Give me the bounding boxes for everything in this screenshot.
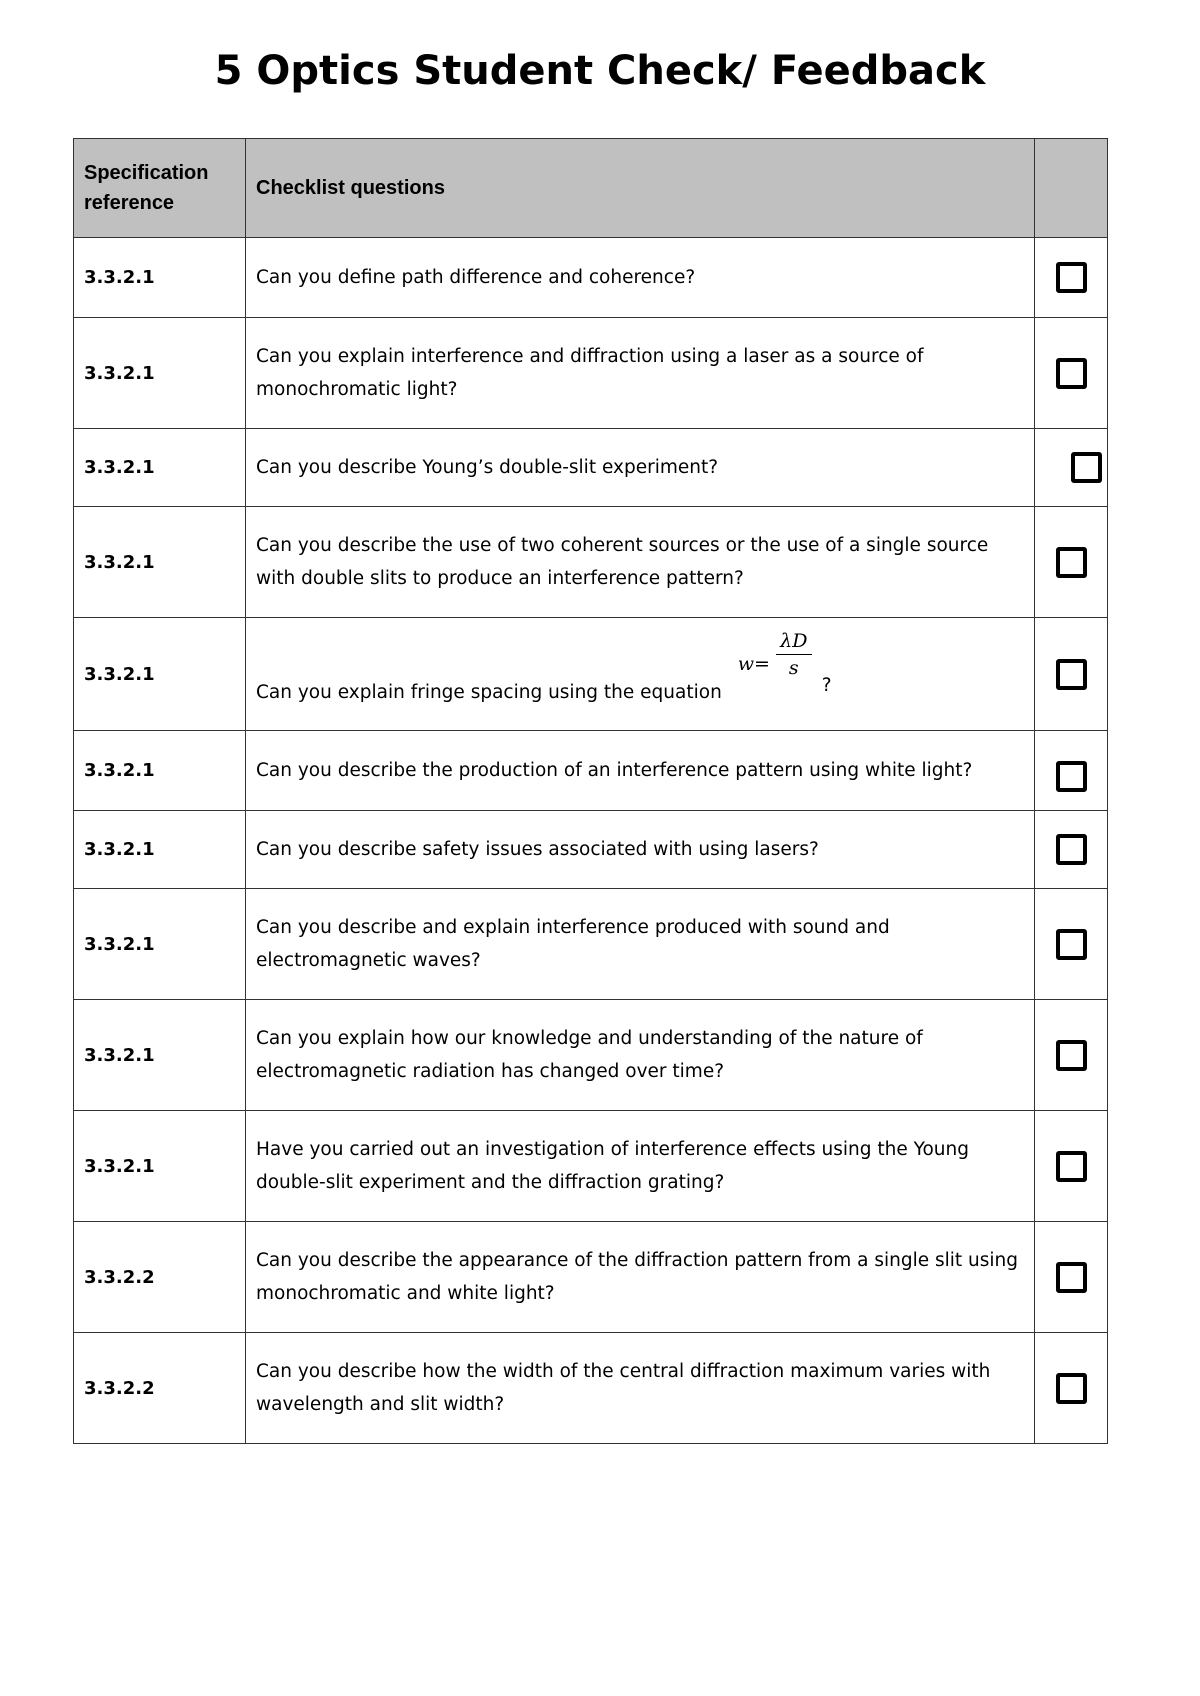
checkbox-cell — [1035, 731, 1108, 811]
checkbox[interactable] — [1056, 929, 1087, 960]
spec-reference: 3.3.2.1 — [74, 507, 246, 618]
checkbox-cell — [1035, 1000, 1108, 1111]
checkbox[interactable] — [1056, 1262, 1087, 1293]
table-row — [74, 238, 1108, 318]
table-row — [74, 618, 1108, 731]
equation-denominator: s — [788, 656, 799, 679]
spec-reference: 3.3.2.1 — [74, 318, 246, 429]
checkbox[interactable] — [1056, 834, 1087, 865]
question-text: Can you describe the use of two coherent sources or the use of a single source with double slits to produce an interference pattern? — [246, 507, 1035, 618]
checkbox[interactable] — [1056, 262, 1087, 293]
table-row — [74, 1333, 1108, 1444]
table-row — [74, 889, 1108, 1000]
spec-reference: 3.3.2.2 — [74, 1333, 246, 1444]
question-text: Have you carried out an investigation of interference effects using the Young double-slit experiment and the diffraction grating? — [246, 1111, 1035, 1222]
spec-reference: 3.3.2.1 — [74, 811, 246, 889]
page-title: 5 Optics Student Check/ Feedback — [214, 48, 986, 94]
checkbox-cell — [1035, 1333, 1108, 1444]
spec-reference: 3.3.2.1 — [74, 889, 246, 1000]
spec-reference: 3.3.2.1 — [74, 618, 246, 731]
spec-reference: 3.3.2.1 — [74, 429, 246, 507]
checkbox[interactable] — [1071, 452, 1102, 483]
checkbox-cell — [1035, 618, 1108, 731]
checkbox-cell — [1035, 889, 1108, 1000]
equation-fraction — [776, 628, 812, 681]
question-text: Can you explain how our knowledge and understanding of the nature of electromagnetic radiation has changed over time? — [246, 1000, 1035, 1111]
equation-suffix: ? — [821, 674, 832, 696]
table-row — [74, 1111, 1108, 1222]
checkbox-cell — [1035, 1222, 1108, 1333]
spec-reference: 3.3.2.1 — [74, 238, 246, 318]
header-checklist-questions: Checklist questions — [246, 139, 1035, 238]
question-line — [256, 629, 1024, 709]
checkbox[interactable] — [1056, 1373, 1087, 1404]
table-row — [74, 731, 1108, 811]
question-text: Can you describe safety issues associated with using lasers? — [246, 811, 1035, 889]
equation-lhs: w= — [737, 652, 770, 675]
question-text: Can you describe Young’s double-slit experiment? — [246, 429, 1035, 507]
checkbox-cell — [1035, 318, 1108, 429]
spec-reference: 3.3.2.1 — [74, 1111, 246, 1222]
checkbox[interactable] — [1056, 547, 1087, 578]
table-row — [74, 507, 1108, 618]
checkbox-cell — [1035, 507, 1108, 618]
question-text: Can you explain interference and diffraction using a laser as a source of monochromatic light? — [246, 318, 1035, 429]
table-row — [74, 429, 1108, 507]
checkbox[interactable] — [1056, 1151, 1087, 1182]
question-text: Can you describe how the width of the central diffraction maximum varies with wavelength and slit width? — [246, 1333, 1035, 1444]
checkbox-cell — [1035, 811, 1108, 889]
question-text: Can you explain fringe spacing using the equation — [256, 681, 722, 703]
checkbox[interactable] — [1056, 1040, 1087, 1071]
header-status — [1035, 139, 1108, 238]
question-text: Can you define path difference and coherence? — [246, 238, 1035, 318]
spec-reference: 3.3.2.2 — [74, 1222, 246, 1333]
table-row — [74, 1222, 1108, 1333]
question-text: Can you describe and explain interference produced with sound and electromagnetic waves? — [246, 889, 1035, 1000]
checkbox[interactable] — [1056, 358, 1087, 389]
question-text: Can you describe the production of an interference pattern using white light? — [246, 731, 1035, 811]
spec-reference: 3.3.2.1 — [74, 1000, 246, 1111]
equation-numerator: λD — [776, 628, 812, 655]
checkbox-cell — [1035, 429, 1108, 507]
question-text: Can you describe the appearance of the diffraction pattern from a single slit using monochromatic and white light? — [246, 1222, 1035, 1333]
checkbox[interactable] — [1056, 659, 1087, 690]
checkbox-cell — [1035, 1111, 1108, 1222]
question-with-equation — [246, 618, 1035, 731]
checkbox[interactable] — [1056, 761, 1087, 792]
table-header-row — [74, 139, 1108, 238]
checklist-table — [73, 138, 1108, 1444]
table-row — [74, 811, 1108, 889]
table-row — [74, 318, 1108, 429]
header-spec-reference: Specification reference — [74, 139, 246, 238]
checkbox-cell — [1035, 238, 1108, 318]
table-row — [74, 1000, 1108, 1111]
spec-reference: 3.3.2.1 — [74, 731, 246, 811]
